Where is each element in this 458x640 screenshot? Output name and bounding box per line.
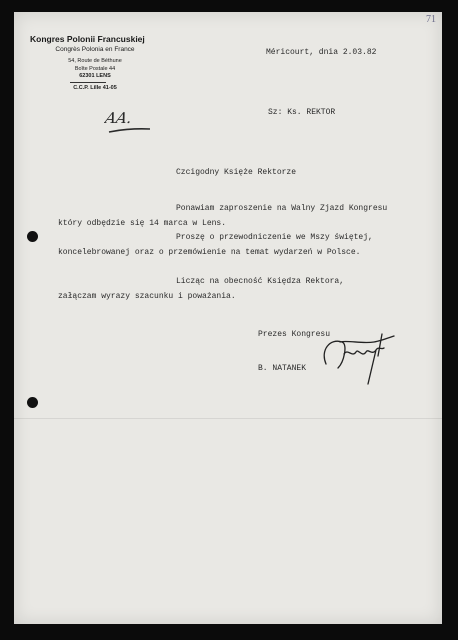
page-number: 71: [426, 14, 436, 25]
letterhead-org-polish: Kongres Polonii Francuskiej: [30, 34, 145, 44]
punch-hole-top: [27, 231, 38, 242]
body-line: koncelebrowanej oraz o przemówienie na temat wydarzeń w Polsce.: [58, 248, 361, 257]
letterhead-address: [40, 58, 150, 81]
punch-hole-bottom: [27, 397, 38, 408]
fold-line: [14, 418, 442, 419]
signatory-name: B. NATANEK: [258, 364, 307, 373]
body-line: załączam wyrazy szacunku i poważania.: [58, 292, 236, 301]
body-line: Ponawiam zaproszenie na Walny Zjazd Kongresu: [176, 204, 388, 213]
recipient: Sz: Ks. REKTOR: [268, 108, 336, 117]
body-line: który odbędzie się 14 marca w Lens.: [58, 219, 227, 228]
handwritten-signature: [318, 328, 398, 390]
salutation: Czcigodny Księże Rektorze: [176, 168, 297, 177]
initials-text: AA.: [104, 109, 134, 127]
address-line: Boîte Postale 44: [74, 65, 116, 72]
address-line: 62301 LENS: [79, 73, 111, 79]
body-line: Licząc na obecność Księdza Rektora,: [176, 277, 345, 286]
letterhead-ccp: C.C.P. Lille 41-05: [73, 85, 117, 91]
closing-title: Prezes Kongresu: [258, 330, 331, 339]
address-line: 54, Route de Béthune: [68, 58, 122, 64]
letter-page: [14, 12, 442, 624]
handwritten-initials: [104, 106, 158, 136]
initials-underline: [109, 129, 150, 132]
place-date: Méricourt, dnia 2.03.82: [266, 48, 377, 57]
body-line: Proszę o przewodniczenie we Mszy świętej,: [176, 233, 373, 242]
letterhead-rule: [70, 82, 106, 83]
letterhead-org-french: Congrès Polonia en France: [55, 46, 135, 53]
